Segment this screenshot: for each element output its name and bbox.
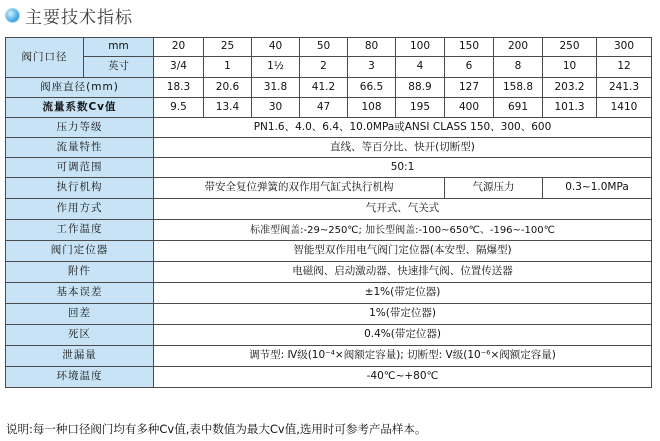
cv-value: 30 bbox=[252, 98, 300, 118]
temp-label: 工作温度 bbox=[6, 220, 154, 241]
cv-value: 9.5 bbox=[154, 98, 204, 118]
seat-value: 41.2 bbox=[300, 78, 348, 98]
temp-row bbox=[6, 220, 652, 241]
hysteresis-value: 1%(带定位器) bbox=[154, 304, 652, 325]
actuator-value: 带安全复位弹簧的双作用气缸式执行机构 bbox=[154, 178, 445, 199]
range-value: 50:1 bbox=[154, 158, 652, 178]
bullet-icon bbox=[6, 9, 19, 22]
pressure-label: 压力等级 bbox=[6, 118, 154, 138]
unit-inch: 英寸 bbox=[84, 57, 154, 78]
seat-row bbox=[6, 78, 652, 98]
accessory-value: 电磁阀、启动激动器、快速排气阀、位置传送器 bbox=[154, 262, 652, 283]
seat-value: 66.5 bbox=[348, 78, 396, 98]
inch-value: 1 bbox=[204, 57, 252, 78]
leakage-label: 泄漏量 bbox=[6, 346, 154, 367]
inch-value: 6 bbox=[445, 57, 494, 78]
section-header bbox=[6, 2, 133, 28]
seat-value: 20.6 bbox=[204, 78, 252, 98]
cv-label: 流量系数Cv值 bbox=[6, 98, 154, 118]
seat-value: 158.8 bbox=[494, 78, 543, 98]
actuator-row bbox=[6, 178, 652, 199]
leakage-value: 调节型: Ⅳ级(10⁻⁴×阀额定容量); 切断型: Ⅴ级(10⁻⁶×阀额定容量) bbox=[154, 346, 652, 367]
action-value: 气开式、气关式 bbox=[154, 199, 652, 220]
seat-value: 203.2 bbox=[543, 78, 597, 98]
positioner-row bbox=[6, 241, 652, 262]
air-pressure-value: 0.3~1.0MPa bbox=[543, 178, 652, 199]
flow-label: 流量特性 bbox=[6, 138, 154, 158]
caliber-inch-row bbox=[6, 57, 652, 78]
deadband-value: 0.4%(带定位器) bbox=[154, 325, 652, 346]
inch-value: 4 bbox=[396, 57, 445, 78]
mm-value: 25 bbox=[204, 38, 252, 57]
seat-value: 31.8 bbox=[252, 78, 300, 98]
seat-label: 阀座直径(mm) bbox=[6, 78, 154, 98]
env-temp-label: 环境温度 bbox=[6, 367, 154, 388]
range-row bbox=[6, 158, 652, 178]
inch-value: 8 bbox=[494, 57, 543, 78]
accessory-label: 附件 bbox=[6, 262, 154, 283]
cv-row bbox=[6, 98, 652, 118]
basic-error-row bbox=[6, 283, 652, 304]
inch-value: 12 bbox=[597, 57, 652, 78]
pressure-value: PN1.6、4.0、6.4、10.0MPa或ANSI CLASS 150、300、600 bbox=[154, 118, 652, 138]
mm-value: 250 bbox=[543, 38, 597, 57]
caliber-label: 阀门口径 bbox=[6, 38, 84, 78]
mm-value: 150 bbox=[445, 38, 494, 57]
basic-error-value: ±1%(带定位器) bbox=[154, 283, 652, 304]
cv-value: 691 bbox=[494, 98, 543, 118]
cv-value: 195 bbox=[396, 98, 445, 118]
mm-value: 40 bbox=[252, 38, 300, 57]
flow-row bbox=[6, 138, 652, 158]
leakage-row bbox=[6, 346, 652, 367]
cv-value: 1410 bbox=[597, 98, 652, 118]
temp-value: 标准型阀盖:-29~250℃; 加长型阀盖:-100~650℃、-196~-100℃ bbox=[154, 220, 652, 241]
inch-value: 10 bbox=[543, 57, 597, 78]
air-pressure-label: 气源压力 bbox=[445, 178, 543, 199]
section-title: 主要技术指标 bbox=[25, 7, 133, 28]
range-label: 可调范围 bbox=[6, 158, 154, 178]
action-label: 作用方式 bbox=[6, 199, 154, 220]
deadband-row bbox=[6, 325, 652, 346]
inch-value: 1½ bbox=[252, 57, 300, 78]
positioner-label: 阀门定位器 bbox=[6, 241, 154, 262]
hysteresis-row bbox=[6, 304, 652, 325]
seat-value: 241.3 bbox=[597, 78, 652, 98]
cv-value: 108 bbox=[348, 98, 396, 118]
mm-value: 200 bbox=[494, 38, 543, 57]
action-row bbox=[6, 199, 652, 220]
footnote: 说明:每一种口径阀门均有多种Cv值,表中数值为最大Cv值,选用时可参考产品样本。 bbox=[6, 422, 427, 436]
pressure-row bbox=[6, 118, 652, 138]
seat-value: 88.9 bbox=[396, 78, 445, 98]
seat-value: 127 bbox=[445, 78, 494, 98]
env-temp-row bbox=[6, 367, 652, 388]
unit-mm: mm bbox=[84, 38, 154, 57]
inch-value: 2 bbox=[300, 57, 348, 78]
actuator-label: 执行机构 bbox=[6, 178, 154, 199]
cv-value: 101.3 bbox=[543, 98, 597, 118]
inch-value: 3/4 bbox=[154, 57, 204, 78]
env-temp-value: -40℃~+80℃ bbox=[154, 367, 652, 388]
deadband-label: 死区 bbox=[6, 325, 154, 346]
mm-value: 50 bbox=[300, 38, 348, 57]
mm-value: 80 bbox=[348, 38, 396, 57]
cv-value: 47 bbox=[300, 98, 348, 118]
hysteresis-label: 回差 bbox=[6, 304, 154, 325]
accessory-row bbox=[6, 262, 652, 283]
inch-value: 3 bbox=[348, 57, 396, 78]
basic-error-label: 基本误差 bbox=[6, 283, 154, 304]
positioner-value: 智能型双作用电气阀门定位器(本安型、隔爆型) bbox=[154, 241, 652, 262]
caliber-mm-row bbox=[6, 38, 652, 57]
mm-value: 100 bbox=[396, 38, 445, 57]
seat-value: 18.3 bbox=[154, 78, 204, 98]
cv-value: 400 bbox=[445, 98, 494, 118]
mm-value: 20 bbox=[154, 38, 204, 57]
mm-value: 300 bbox=[597, 38, 652, 57]
flow-value: 直线、等百分比、快开(切断型) bbox=[154, 138, 652, 158]
cv-value: 13.4 bbox=[204, 98, 252, 118]
spec-table bbox=[5, 37, 652, 388]
